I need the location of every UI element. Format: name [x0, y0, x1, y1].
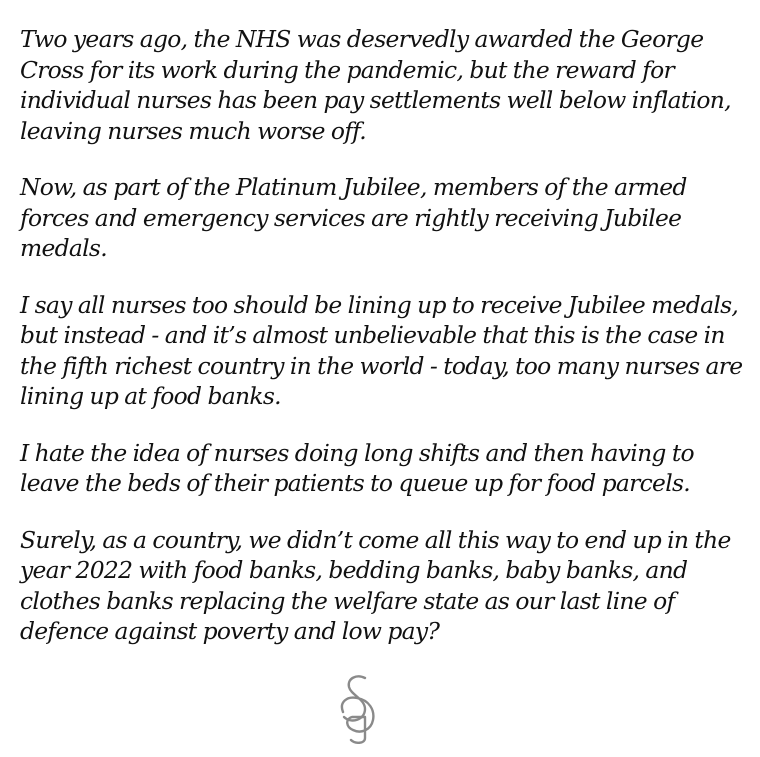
paragraph-3: I say all nurses too should be lining up to receive Jubilee medals, but instead - and it’s almost unbelievable that this is the case in the fifth richest country in the world - today, too many nurses are lining up at food banks. — [20, 290, 743, 410]
paragraph-4: I hate the idea of nurses doing long shifts and then having to leave the beds of their patients to queue up for food parcels. — [20, 438, 694, 497]
paragraph-2: Now, as part of the Platinum Jubilee, members of the armed forces and emergency services are rightly receiving Jubilee medals. — [20, 173, 687, 262]
paragraph-5: Surely, as a country, we didn’t come all this way to end up in the year 2022 with food banks, bedding banks, baby banks, and clothes banks replacing the welfare state as our last line of defence against poverty and low pay? — [20, 525, 731, 645]
paragraph-1: Two years ago, the NHS was deservedly awarded the George Cross for its work during the pandemic, but the reward for individual nurses has been pay settlements well below inflation, leaving nurses much worse off. — [20, 25, 731, 145]
gs-monogram-icon — [335, 672, 385, 744]
quote-text — [20, 24, 750, 673]
